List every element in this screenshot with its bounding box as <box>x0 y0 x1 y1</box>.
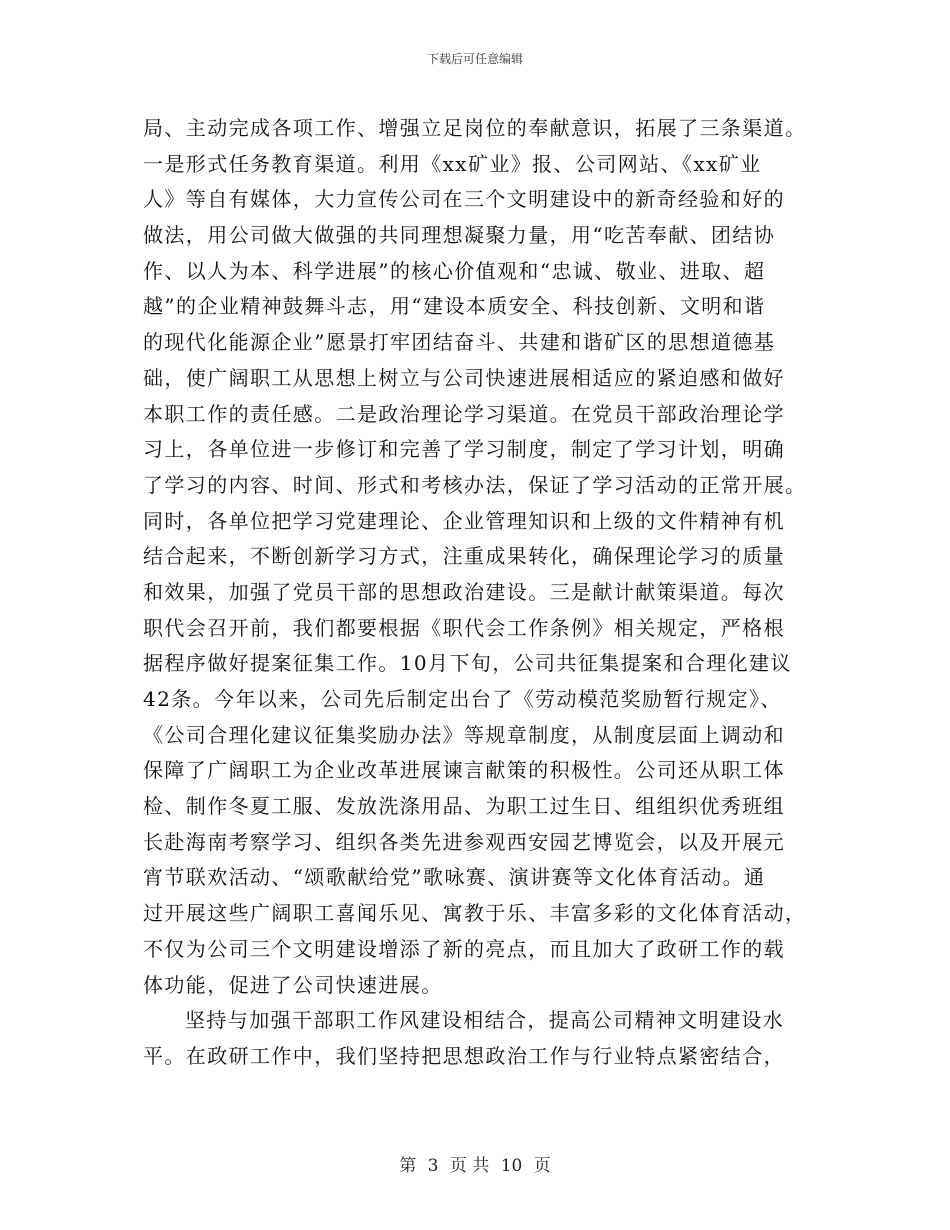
body-line: 体功能，促进了公司快速进展。 <box>143 972 443 997</box>
body-line: 人》等自有媒体，大力宣传公司在三个文明建设中的新奇经验和好的 <box>143 187 785 212</box>
body-line: 42条。今年以来，公司先后制定出台了《劳动模范奖励暂行规定》、 <box>143 687 782 711</box>
body-line: 平。在政研工作中，我们坚持把思想政治工作与行业特点紧密结合， <box>143 1043 785 1068</box>
body-line: 过开展这些广阔职工喜闻乐见、寓教于乐、丰富多彩的文化体育活动， <box>143 901 807 926</box>
body-line: 越”的企业精神鼓舞斗志，用“建设本质安全、科技创新、文明和谐 <box>143 294 766 319</box>
body-line: 的现代化能源企业”愿景打牢团结奋斗、共建和谐矿区的思想道德基 <box>143 330 776 355</box>
body-line: 结合起来，不断创新学习方式，注重成果转化，确保理论学习的质量 <box>143 544 785 569</box>
body-line: 职代会召开前，我们都要根据《职代会工作条例》相关规定，严格根 <box>143 615 785 640</box>
body-line: 宵节联欢活动、“颂歌献给党”歌咏赛、演讲赛等文化体育活动。通 <box>143 865 766 890</box>
footer-middle: 页 共 <box>449 1156 490 1176</box>
footer-suffix: 页 <box>533 1156 551 1176</box>
page-total: 10 <box>500 1156 523 1176</box>
body-line: 《公司合理化建议征集奖励办法》等规章制度，从制度层面上调动和 <box>143 722 785 747</box>
body-line: 据程序做好提案征集工作。10月下旬，公司共征集提案和合理化建议 <box>143 651 792 676</box>
body-line: 作、以人为本、科学进展”的核心价值观和“忠诚、敬业、进取、超 <box>143 258 766 283</box>
body-line: 长赴海南考察学习、组织各类先进参观西安园艺博览会，以及开展元 <box>143 829 785 854</box>
body-line: 坚持与加强干部职工作风建设相结合，提高公司精神文明建设水 <box>185 1008 785 1033</box>
body-line: 础，使广阔职工从思想上树立与公司快速进展相适应的紧迫感和做好 <box>143 365 785 390</box>
footer-prefix: 第 <box>399 1156 417 1176</box>
body-line: 了学习的内容、时间、形式和考核办法，保证了学习活动的正常开展。 <box>143 472 807 497</box>
body-line: 保障了广阔职工为企业改革进展谏言献策的积极性。公司还从职工体 <box>143 758 785 783</box>
document-body <box>143 111 813 1075</box>
page-footer <box>0 1155 950 1177</box>
page-number: 3 <box>427 1156 439 1176</box>
body-line: 同时，各单位把学习党建理论、企业管理知识和上级的文件精神有机 <box>143 508 785 533</box>
page-header: 下载后可任意编辑 <box>426 52 523 66</box>
body-line: 做法，用公司做大做强的共同理想凝聚力量，用“吃苦奉献、团结协 <box>143 223 776 248</box>
body-line: 一是形式任务教育渠道。利用《xx矿业》报、公司网站、《xx矿业 <box>143 151 762 176</box>
body-line: 本职工作的责任感。二是政治理论学习渠道。在党员干部政治理论学 <box>143 401 785 426</box>
body-line: 和效果，加强了党员干部的思想政治建设。三是献计献策渠道。每次 <box>143 579 785 604</box>
body-line: 不仅为公司三个文明建设增添了新的亮点，而且加大了政研工作的载 <box>143 936 785 961</box>
body-line: 局、主动完成各项工作、增强立足岗位的奉献意识，拓展了三条渠道。 <box>143 116 807 140</box>
body-line: 习上，各单位进一步修订和完善了学习制度，制定了学习计划，明确 <box>143 437 785 462</box>
body-line: 检、制作冬夏工服、发放洗涤用品、为职工过生日、组组织优秀班组 <box>143 794 785 819</box>
